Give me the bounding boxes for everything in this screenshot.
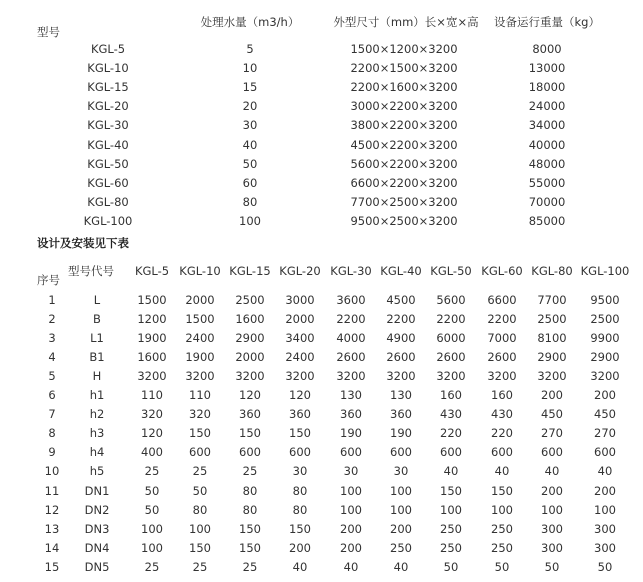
install-value: 80	[292, 502, 308, 517]
install-value: 50	[494, 559, 510, 574]
spec-header-weight: 设备运行重量（kg）	[494, 15, 600, 29]
install-value: 40	[597, 464, 613, 479]
install-value: 200	[541, 388, 563, 403]
install-value: 80	[292, 483, 308, 498]
install-value: 3000	[285, 293, 315, 307]
install-value: 110	[189, 388, 211, 403]
spec-weight: 55000	[528, 175, 566, 190]
install-index: 13	[44, 521, 60, 536]
install-value: 2200	[436, 312, 466, 327]
install-value: 2200	[386, 312, 416, 327]
install-value: 450	[541, 407, 563, 422]
install-value: 150	[239, 540, 261, 555]
install-value: 30	[292, 464, 308, 479]
install-value: 130	[340, 388, 362, 403]
spec-model: KGL-10	[87, 61, 129, 76]
install-value: 2600	[336, 350, 366, 365]
install-value: 25	[192, 464, 208, 479]
install-value: 150	[189, 540, 211, 555]
spec-model: KGL-15	[87, 80, 129, 95]
install-value: 1900	[185, 350, 215, 365]
install-value: 600	[491, 445, 513, 460]
install-value: 2400	[185, 331, 215, 346]
install-value: 600	[594, 445, 616, 460]
install-value: 220	[440, 426, 462, 441]
install-value: 4900	[386, 331, 416, 346]
section-title: 设计及安装见下表	[37, 236, 129, 250]
install-value: 2500	[590, 312, 620, 327]
install-value: 200	[541, 483, 563, 498]
install-index: 3	[48, 331, 56, 346]
install-value: 300	[594, 540, 616, 555]
spec-capacity: 30	[242, 118, 258, 133]
install-value: 9900	[590, 331, 620, 346]
spec-capacity: 60	[242, 175, 258, 190]
install-value: 30	[343, 464, 359, 479]
install-value: 25	[242, 464, 258, 479]
install-header-model: KGL-10	[179, 264, 221, 278]
install-value: 1500	[137, 293, 167, 307]
install-value: 1600	[235, 312, 265, 327]
install-value: 3200	[285, 369, 315, 384]
install-value: 100	[340, 483, 362, 498]
install-value: 40	[343, 559, 359, 574]
install-value: 2400	[285, 350, 315, 365]
install-value: 150	[289, 521, 311, 536]
install-value: 120	[141, 426, 163, 441]
install-value: 200	[594, 483, 616, 498]
install-value: 4000	[336, 331, 366, 346]
spec-weight: 48000	[528, 156, 566, 171]
install-value: 600	[390, 445, 412, 460]
install-value: 1200	[137, 312, 167, 327]
install-value: 150	[440, 483, 462, 498]
install-value: 430	[491, 407, 513, 422]
install-value: 2000	[185, 293, 215, 307]
spec-model: KGL-40	[87, 137, 129, 152]
install-code: h4	[89, 445, 105, 460]
install-value: 450	[594, 407, 616, 422]
install-value: 25	[192, 559, 208, 574]
install-value: 25	[144, 559, 160, 574]
install-value: 110	[141, 388, 163, 403]
install-value: 50	[192, 483, 208, 498]
install-value: 360	[289, 407, 311, 422]
install-header-index: 序号	[37, 273, 60, 287]
install-value: 100	[340, 502, 362, 517]
spec-weight: 34000	[528, 118, 566, 133]
install-value: 4500	[386, 293, 416, 307]
install-index: 9	[48, 445, 56, 460]
spec-model: KGL-100	[83, 213, 133, 228]
install-value: 3200	[185, 369, 215, 384]
install-value: 400	[141, 445, 163, 460]
install-value: 270	[541, 426, 563, 441]
install-header-model: KGL-100	[580, 264, 630, 278]
spec-model: KGL-20	[87, 99, 129, 114]
spec-capacity: 50	[242, 156, 258, 171]
install-value: 1500	[185, 312, 215, 327]
install-value: 2900	[590, 350, 620, 365]
install-value: 7000	[487, 331, 517, 346]
install-value: 130	[390, 388, 412, 403]
install-value: 200	[594, 388, 616, 403]
spec-capacity: 15	[242, 80, 258, 95]
spec-weight: 18000	[528, 80, 566, 95]
install-value: 25	[242, 559, 258, 574]
install-value: 3200	[436, 369, 466, 384]
install-header-model: KGL-50	[430, 264, 472, 278]
install-value: 100	[440, 502, 462, 517]
install-value: 25	[144, 464, 160, 479]
install-value: 6000	[436, 331, 466, 346]
install-value: 430	[440, 407, 462, 422]
install-code: B	[93, 312, 101, 327]
spec-header-model: 型号	[37, 25, 60, 39]
spec-weight: 85000	[528, 213, 566, 228]
install-value: 300	[541, 540, 563, 555]
spec-model: KGL-5	[90, 42, 126, 56]
install-code: L1	[90, 331, 104, 346]
spec-model: KGL-60	[87, 175, 129, 190]
install-index: 7	[48, 407, 56, 422]
install-index: 11	[44, 483, 60, 498]
install-value: 3200	[336, 369, 366, 384]
install-value: 360	[390, 407, 412, 422]
install-value: 320	[141, 407, 163, 422]
install-index: 15	[44, 559, 60, 574]
install-value: 270	[594, 426, 616, 441]
install-value: 3200	[537, 369, 567, 384]
install-value: 120	[289, 388, 311, 403]
spec-dimensions: 9500×2500×3200	[350, 213, 458, 228]
install-value: 3200	[590, 369, 620, 384]
spec-dimensions: 1500×1200×3200	[350, 42, 458, 56]
spec-dimensions: 6600×2200×3200	[350, 175, 458, 190]
install-value: 40	[292, 559, 308, 574]
install-header-model: KGL-30	[330, 264, 372, 278]
install-value: 2600	[487, 350, 517, 365]
install-index: 4	[48, 350, 56, 365]
install-value: 3600	[336, 293, 366, 307]
install-header-model: KGL-40	[380, 264, 422, 278]
install-value: 5600	[436, 293, 466, 307]
install-value: 190	[340, 426, 362, 441]
install-value: 100	[141, 521, 163, 536]
install-value: 7700	[537, 293, 567, 307]
install-value: 1900	[137, 331, 167, 346]
install-value: 600	[289, 445, 311, 460]
install-value: 150	[189, 426, 211, 441]
install-value: 50	[597, 559, 613, 574]
install-value: 360	[340, 407, 362, 422]
install-header-code: 型号代号	[68, 264, 114, 278]
install-value: 120	[239, 388, 261, 403]
install-value: 300	[594, 521, 616, 536]
install-code: DN2	[84, 502, 110, 517]
install-value: 360	[239, 407, 261, 422]
install-code: h3	[89, 426, 105, 441]
install-index: 5	[48, 369, 56, 384]
install-index: 1	[48, 293, 56, 307]
install-value: 50	[144, 483, 160, 498]
install-value: 600	[189, 445, 211, 460]
install-code: DN4	[84, 540, 110, 555]
install-value: 6600	[487, 293, 517, 307]
install-value: 100	[141, 540, 163, 555]
spec-dimensions: 4500×2200×3200	[350, 137, 458, 152]
spec-model: KGL-50	[87, 156, 129, 171]
install-value: 160	[491, 388, 513, 403]
install-header-model: KGL-20	[279, 264, 321, 278]
install-value: 150	[289, 426, 311, 441]
spec-header-dimensions: 外型尺寸（mm）长×宽×高	[333, 15, 479, 29]
install-value: 2900	[235, 331, 265, 346]
spec-weight: 70000	[528, 194, 566, 209]
install-index: 10	[44, 464, 60, 479]
install-header-model: KGL-80	[531, 264, 573, 278]
spec-capacity: 20	[242, 99, 258, 114]
install-code: B1	[89, 350, 105, 365]
install-value: 3200	[487, 369, 517, 384]
install-code: h5	[89, 464, 105, 479]
spec-dimensions: 3000×2200×3200	[350, 99, 458, 114]
install-value: 250	[491, 521, 513, 536]
spec-weight: 24000	[528, 99, 566, 114]
install-index: 8	[48, 426, 56, 441]
install-value: 100	[189, 521, 211, 536]
install-value: 250	[491, 540, 513, 555]
install-header-model: KGL-15	[229, 264, 271, 278]
install-index: 6	[48, 388, 56, 403]
install-value: 160	[440, 388, 462, 403]
install-value: 2200	[336, 312, 366, 327]
install-value: 220	[491, 426, 513, 441]
install-value: 8100	[537, 331, 567, 346]
install-value: 2900	[537, 350, 567, 365]
install-value: 600	[541, 445, 563, 460]
install-value: 100	[541, 502, 563, 517]
spec-capacity: 10	[242, 61, 258, 76]
install-value: 250	[440, 540, 462, 555]
install-value: 3200	[386, 369, 416, 384]
install-value: 600	[239, 445, 261, 460]
install-value: 100	[390, 483, 412, 498]
spec-dimensions: 2200×1600×3200	[350, 80, 458, 95]
install-value: 190	[390, 426, 412, 441]
install-value: 2500	[537, 312, 567, 327]
spec-dimensions: 5600×2200×3200	[350, 156, 458, 171]
spec-model: KGL-30	[87, 118, 129, 133]
install-value: 2600	[386, 350, 416, 365]
spec-dimensions: 7700×2500×3200	[350, 194, 458, 209]
install-value: 200	[390, 521, 412, 536]
spec-capacity: 100	[239, 213, 261, 228]
install-code: h2	[89, 407, 105, 422]
install-value: 150	[239, 521, 261, 536]
install-value: 250	[390, 540, 412, 555]
spec-weight: 8000	[532, 42, 562, 56]
install-value: 50	[443, 559, 459, 574]
spec-capacity: 80	[242, 194, 258, 209]
install-value: 200	[340, 521, 362, 536]
install-value: 150	[491, 483, 513, 498]
install-header-model: KGL-60	[481, 264, 523, 278]
install-value: 80	[242, 502, 258, 517]
install-value: 30	[393, 464, 409, 479]
install-header-model: KGL-5	[134, 264, 170, 278]
install-value: 3200	[137, 369, 167, 384]
install-value: 3400	[285, 331, 315, 346]
install-code: DN1	[84, 483, 110, 498]
install-index: 2	[48, 312, 56, 327]
install-value: 40	[494, 464, 510, 479]
install-value: 320	[189, 407, 211, 422]
install-value: 40	[443, 464, 459, 479]
spec-capacity: 5	[246, 42, 254, 56]
install-value: 40	[393, 559, 409, 574]
install-value: 2000	[235, 350, 265, 365]
install-value: 100	[491, 502, 513, 517]
spec-capacity: 40	[242, 137, 258, 152]
spec-weight: 13000	[528, 61, 566, 76]
spec-dimensions: 3800×2200×3200	[350, 118, 458, 133]
install-value: 600	[340, 445, 362, 460]
install-value: 1600	[137, 350, 167, 365]
install-index: 14	[44, 540, 60, 555]
install-code: h1	[89, 388, 105, 403]
install-code: DN5	[84, 559, 110, 574]
install-value: 2500	[235, 293, 265, 307]
install-value: 200	[289, 540, 311, 555]
install-value: 80	[242, 483, 258, 498]
install-code: H	[92, 369, 102, 384]
install-value: 150	[239, 426, 261, 441]
install-value: 2000	[285, 312, 315, 327]
install-value: 600	[440, 445, 462, 460]
install-value: 200	[340, 540, 362, 555]
install-value: 300	[541, 521, 563, 536]
install-code: L	[93, 293, 101, 307]
install-value: 3200	[235, 369, 265, 384]
install-code: DN3	[84, 521, 110, 536]
install-value: 250	[440, 521, 462, 536]
install-value: 40	[544, 464, 560, 479]
spec-weight: 40000	[528, 137, 566, 152]
install-index: 12	[44, 502, 60, 517]
install-value: 50	[144, 502, 160, 517]
install-value: 100	[594, 502, 616, 517]
install-value: 50	[544, 559, 560, 574]
install-value: 2200	[487, 312, 517, 327]
install-value: 2600	[436, 350, 466, 365]
install-value: 100	[390, 502, 412, 517]
spec-model: KGL-80	[87, 194, 129, 209]
spec-header-capacity: 处理水量（m3/h）	[200, 15, 300, 29]
install-value: 9500	[590, 293, 620, 307]
install-value: 80	[192, 502, 208, 517]
spec-dimensions: 2200×1500×3200	[350, 61, 458, 76]
